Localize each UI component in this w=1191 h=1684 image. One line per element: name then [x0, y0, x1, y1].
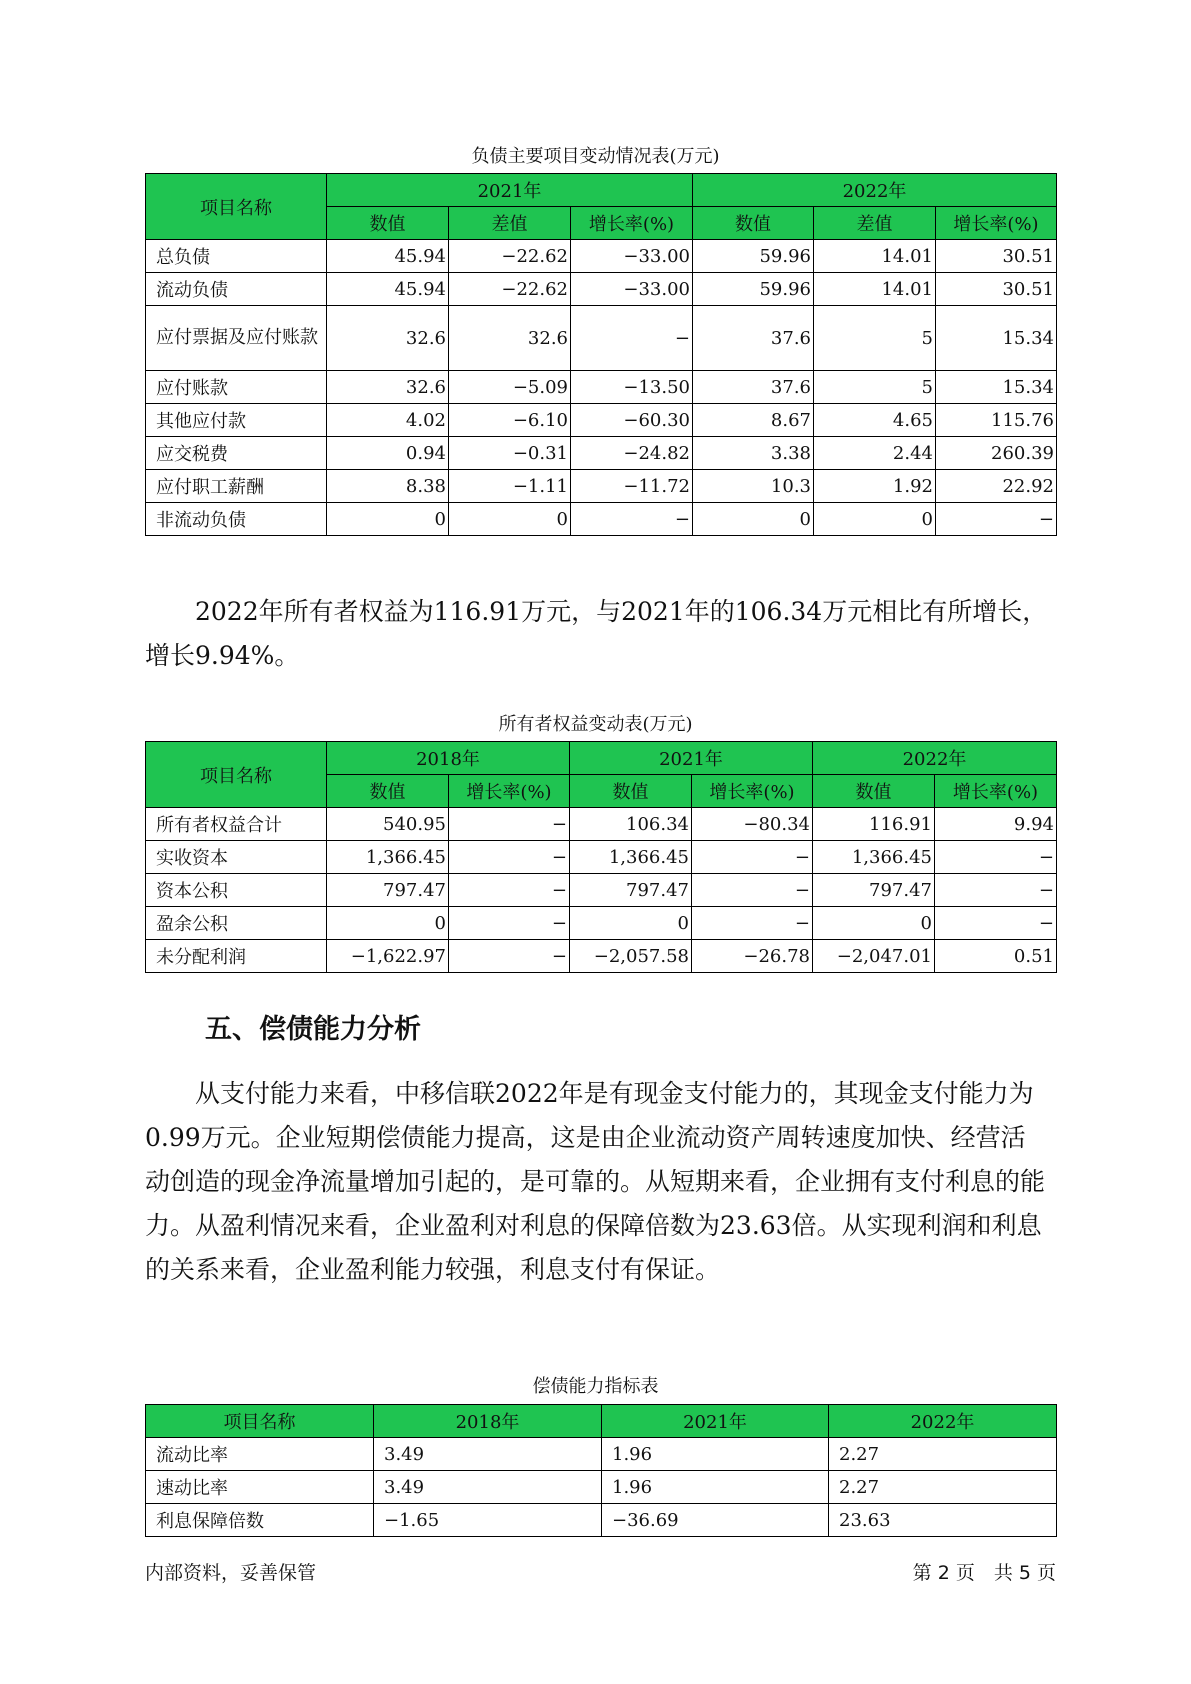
cell: 260.39: [936, 437, 1057, 470]
cell: 2.44: [814, 437, 936, 470]
row-name: 所有者权益合计: [146, 808, 327, 841]
cell: −: [571, 306, 693, 371]
sub-header: 增长率(%): [935, 775, 1057, 808]
row-name: 流动比率: [146, 1438, 374, 1471]
row-name: 资本公积: [146, 874, 327, 907]
sub-header: 增长率(%): [936, 207, 1057, 240]
row-name: 总负债: [146, 240, 327, 273]
sub-header: 数值: [813, 775, 935, 808]
cell: −26.78: [692, 940, 813, 973]
cell: 1.96: [602, 1438, 829, 1471]
cell: −1,622.97: [327, 940, 449, 973]
cell: 8.67: [693, 404, 814, 437]
cell: 45.94: [327, 273, 449, 306]
table-row: [146, 240, 1057, 273]
header-cell: 2021年: [602, 1405, 829, 1438]
row-name: 未分配利润: [146, 940, 327, 973]
cell: −2,047.01: [813, 940, 935, 973]
cell: 32.6: [449, 306, 571, 371]
cell: −0.31: [449, 437, 571, 470]
cell: −24.82: [571, 437, 693, 470]
footer-confidential: 内部资料，妥善保管: [145, 1562, 317, 1584]
cell: −22.62: [449, 240, 571, 273]
table-row: [146, 808, 1057, 841]
sub-header: 增长率(%): [449, 775, 570, 808]
table-row: [146, 841, 1057, 874]
cell: −: [692, 874, 813, 907]
table-row: [146, 273, 1057, 306]
table3-caption: 偿债能力指标表: [532, 1376, 659, 1397]
cell: 0: [570, 907, 692, 940]
sub-header: 差值: [814, 207, 936, 240]
cell: −5.09: [449, 371, 571, 404]
cell: 106.34: [570, 808, 692, 841]
cell: 4.65: [814, 404, 936, 437]
header-cell: 2018年: [374, 1405, 602, 1438]
row-name: 非流动负债: [146, 503, 327, 536]
row-name: 其他应付款: [146, 404, 327, 437]
cell: −: [935, 841, 1057, 874]
cell: 59.96: [693, 240, 814, 273]
cell: −11.72: [571, 470, 693, 503]
sub-header: 数值: [570, 775, 692, 808]
cell: 797.47: [327, 874, 449, 907]
cell: 23.63: [829, 1504, 1057, 1537]
table-row: [146, 503, 1057, 536]
cell: −: [692, 907, 813, 940]
cell: −: [449, 907, 570, 940]
cell: 116.91: [813, 808, 935, 841]
row-name: 速动比率: [146, 1471, 374, 1504]
table-row: [146, 940, 1057, 973]
cell: 0: [813, 907, 935, 940]
table-row: [146, 1438, 1057, 1471]
cell: 1,366.45: [327, 841, 449, 874]
year-header: 2022年: [813, 742, 1057, 775]
sub-header: 数值: [327, 207, 449, 240]
cell: 9.94: [935, 808, 1057, 841]
cell: 797.47: [570, 874, 692, 907]
year-header: 2018年: [327, 742, 570, 775]
table-row: [146, 437, 1057, 470]
cell: 0: [693, 503, 814, 536]
solvency-paragraph: 从支付能力来看，中移信联2022年是有现金支付能力的，其现金支付能力为0.99万元。企业短期偿债能力提高，这是由企业流动资产周转速度加快、经营活动创造的现金净流量增加引起的，是可靠的。从短期来看，企业拥有支付利息的能力。从盈利情况来看，企业盈利对利息的保障倍数为23.63倍。从实现利润和利息的关系来看，企业盈利能力较强，利息支付有保证。: [145, 1079, 1046, 1284]
equity-table: [145, 741, 1057, 973]
cell: −33.00: [571, 240, 693, 273]
cell: 3.38: [693, 437, 814, 470]
cell: 37.6: [693, 371, 814, 404]
cell: −22.62: [449, 273, 571, 306]
row-name: 应付账款: [146, 371, 327, 404]
row-name: 实收资本: [146, 841, 327, 874]
table1-caption: 负债主要项目变动情况表(万元): [471, 146, 720, 167]
cell: 797.47: [813, 874, 935, 907]
sub-header: 数值: [327, 775, 449, 808]
cell: 15.34: [936, 306, 1057, 371]
cell: 30.51: [936, 240, 1057, 273]
cell: 1.92: [814, 470, 936, 503]
cell: −: [449, 940, 570, 973]
solvency-table: [145, 1404, 1057, 1537]
cell: 32.6: [327, 371, 449, 404]
cell: −: [571, 503, 693, 536]
cell: 0: [327, 907, 449, 940]
cell: 1.96: [602, 1471, 829, 1504]
table-row: [146, 404, 1057, 437]
cell: 30.51: [936, 273, 1057, 306]
table-row: [146, 1471, 1057, 1504]
page-number: 第 2 页 共 5 页: [912, 1562, 1056, 1584]
equity-paragraph: 2022年所有者权益为116.91万元，与2021年的106.34万元相比有所增长，增长9.94%。: [145, 597, 1048, 670]
table-row: [146, 371, 1057, 404]
cell: 0: [449, 503, 571, 536]
cell: 22.92: [936, 470, 1057, 503]
cell: 14.01: [814, 240, 936, 273]
cell: 1,366.45: [813, 841, 935, 874]
table-row: [146, 874, 1057, 907]
cell: −36.69: [602, 1504, 829, 1537]
row-name: 利息保障倍数: [146, 1504, 374, 1537]
header-cell: 2022年: [829, 1405, 1057, 1438]
cell: 5: [814, 371, 936, 404]
liabilities-table: [145, 173, 1057, 536]
cell: 37.6: [693, 306, 814, 371]
cell: 0.51: [935, 940, 1057, 973]
cell: −6.10: [449, 404, 571, 437]
year-header: 2021年: [570, 742, 813, 775]
row-name: 流动负债: [146, 273, 327, 306]
header-cell: 项目名称: [146, 1405, 374, 1438]
year-header: 2022年: [693, 174, 1057, 207]
sub-header: 增长率(%): [692, 775, 813, 808]
cell: 32.6: [327, 306, 449, 371]
cell: 45.94: [327, 240, 449, 273]
cell: −33.00: [571, 273, 693, 306]
cell: −80.34: [692, 808, 813, 841]
cell: −1.11: [449, 470, 571, 503]
cell: −: [936, 503, 1057, 536]
section-heading: 五、偿债能力分析: [205, 1014, 421, 1045]
cell: 4.02: [327, 404, 449, 437]
cell: −: [692, 841, 813, 874]
table-row: [146, 1504, 1057, 1537]
cell: 3.49: [374, 1471, 602, 1504]
cell: 0.94: [327, 437, 449, 470]
table-row: [146, 470, 1057, 503]
cell: −: [935, 874, 1057, 907]
cell: 14.01: [814, 273, 936, 306]
cell: −13.50: [571, 371, 693, 404]
cell: 10.3: [693, 470, 814, 503]
sub-header: 差值: [449, 207, 571, 240]
name-header: 项目名称: [146, 742, 327, 808]
name-header: 项目名称: [146, 174, 327, 240]
cell: −: [449, 874, 570, 907]
sub-header: 数值: [693, 207, 814, 240]
cell: 115.76: [936, 404, 1057, 437]
cell: −1.65: [374, 1504, 602, 1537]
cell: −: [935, 907, 1057, 940]
cell: 2.27: [829, 1471, 1057, 1504]
cell: 3.49: [374, 1438, 602, 1471]
table-row: [146, 907, 1057, 940]
cell: 0: [327, 503, 449, 536]
row-name: 应付票据及应付账款: [146, 306, 327, 371]
table2-caption: 所有者权益变动表(万元): [498, 714, 693, 735]
cell: −2,057.58: [570, 940, 692, 973]
cell: 8.38: [327, 470, 449, 503]
cell: 1,366.45: [570, 841, 692, 874]
cell: 5: [814, 306, 936, 371]
cell: 15.34: [936, 371, 1057, 404]
cell: 0: [814, 503, 936, 536]
row-name: 盈余公积: [146, 907, 327, 940]
row-name: 应付职工薪酬: [146, 470, 327, 503]
cell: 540.95: [327, 808, 449, 841]
cell: −: [449, 841, 570, 874]
table-row: [146, 306, 1057, 371]
row-name: 应交税费: [146, 437, 327, 470]
year-header: 2021年: [327, 174, 693, 207]
cell: 59.96: [693, 273, 814, 306]
cell: −: [449, 808, 570, 841]
cell: −60.30: [571, 404, 693, 437]
sub-header: 增长率(%): [571, 207, 693, 240]
cell: 2.27: [829, 1438, 1057, 1471]
